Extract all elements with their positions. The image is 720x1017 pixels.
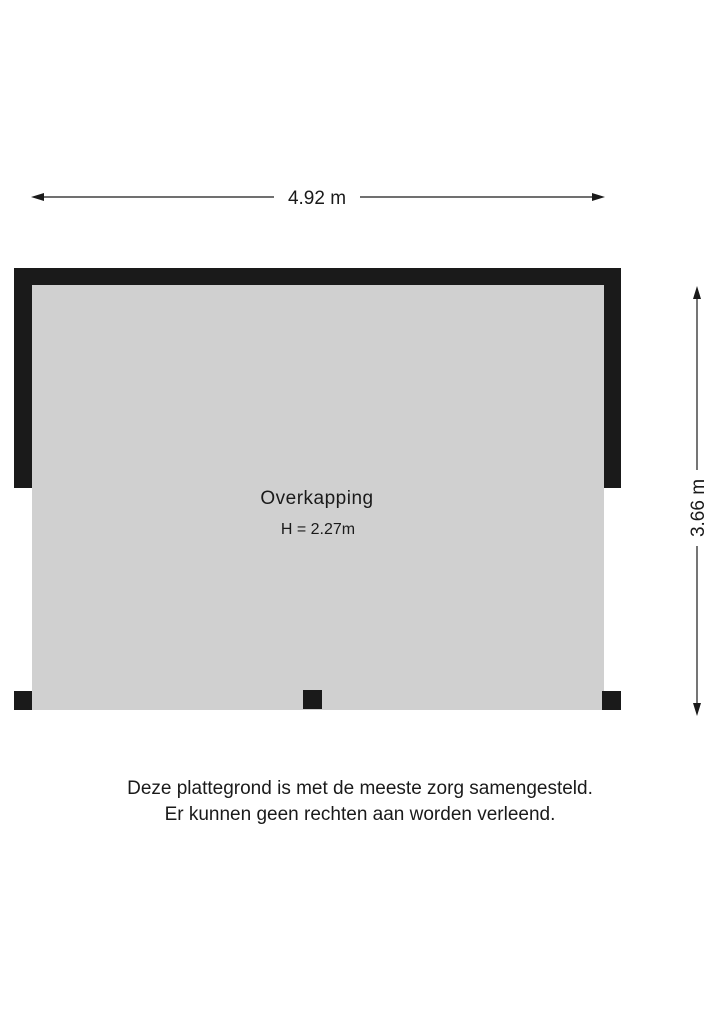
room-name: Overkapping (260, 488, 374, 509)
room-height: H = 2.27m (280, 521, 356, 538)
post-middle (303, 690, 322, 709)
disclaimer-line-1: Deze plattegrond is met de meeste zorg samengesteld. (127, 778, 593, 799)
post-right (602, 691, 621, 710)
top-wall (14, 268, 621, 285)
disclaimer-line-2: Er kunnen geen rechten aan worden verleend. (164, 804, 556, 825)
right-wall (604, 268, 621, 488)
arrow-down-icon (693, 703, 701, 716)
depth-dimension (688, 286, 709, 716)
left-wall (14, 268, 32, 488)
depth-label: 3.66 m (688, 478, 709, 538)
width-label: 4.92 m (287, 188, 347, 209)
arrow-up-icon (693, 286, 701, 299)
post-left (14, 691, 32, 710)
width-dimension (31, 188, 605, 209)
arrow-right-icon (592, 193, 605, 201)
arrow-left-icon (31, 193, 44, 201)
